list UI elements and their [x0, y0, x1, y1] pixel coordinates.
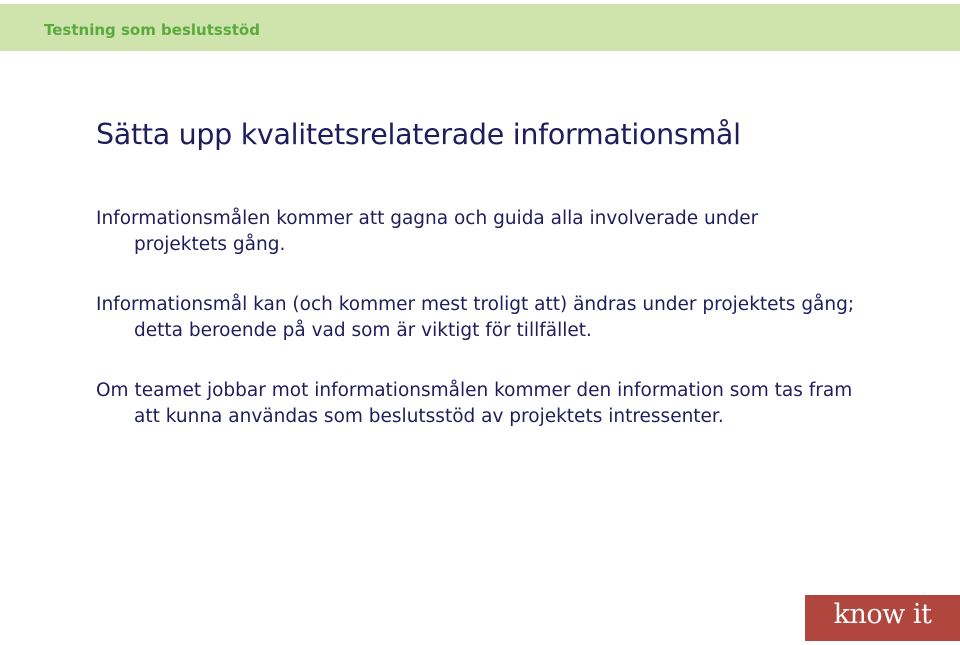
body-paragraph: Informationsmål kan (och kommer mest troligt att) ändras under projektets gång; detta beroende på vad som är viktigt för tillfället.	[96, 294, 855, 341]
header-title: Testning som beslutsstöd	[44, 21, 260, 39]
slide-body	[96, 206, 856, 464]
body-paragraph: Informationsmålen kommer att gagna och guida alla involverade under projektets gång.	[96, 208, 759, 255]
header-band	[0, 4, 960, 51]
logo-text: know it	[833, 599, 932, 630]
body-paragraph: Om teamet jobbar mot informationsmålen kommer den information som tas fram att kunna användas som beslutsstöd av projektets intressenter.	[96, 380, 853, 427]
company-logo	[805, 595, 960, 641]
slide-title: Sätta upp kvalitetsrelaterade informationsmål	[96, 118, 741, 151]
